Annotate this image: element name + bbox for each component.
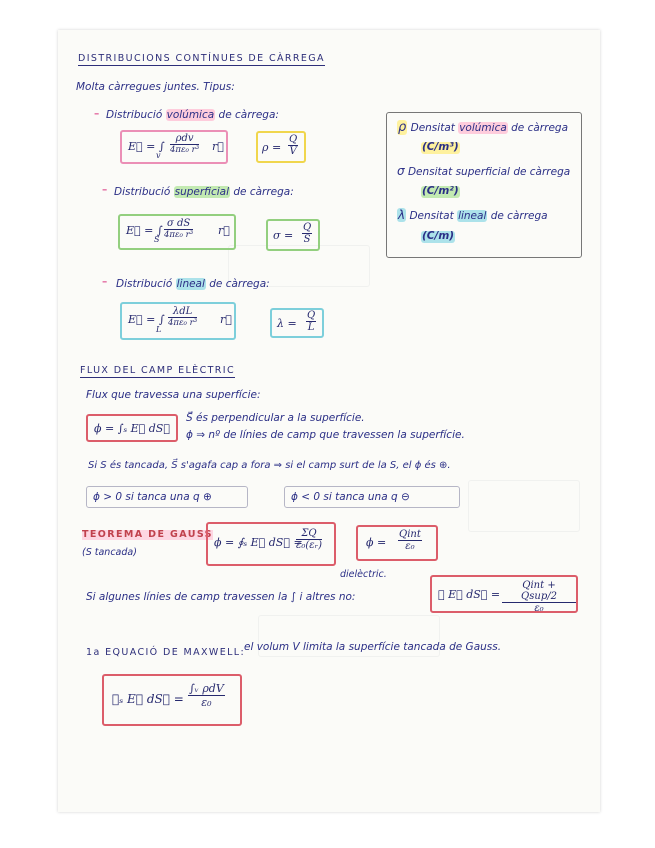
maxwell-text: el volum V limita la superfície tancada de Gauss. bbox=[244, 641, 502, 653]
volumic-field-formula: E⃗ = ∫ v ρdv 4πε₀ r³ r⃗ bbox=[120, 130, 228, 164]
bullet-dash: – bbox=[102, 276, 108, 288]
volumic-density-formula: ρ = $\frac{Q}{V}$ bbox=[256, 131, 306, 163]
superficial-highlight: superficial bbox=[174, 186, 230, 198]
gauss-formula-box: ϕ = ∮ₛ E⃗ dS⃗ = $\frac{\Sigma Q}{\text{ε₀(εᵣ)}}$ bbox=[206, 522, 336, 566]
flux-negative-box: ϕ < 0 si tanca una q ⊖ bbox=[284, 486, 460, 508]
gauss-qint-box: ϕ = Qint ε₀ bbox=[356, 525, 438, 561]
lineal-density-formula: λ = $\frac{Q}{L}$ bbox=[270, 308, 324, 338]
flux-note-lines: ϕ ⇒ nº de línies de camp que travessen la superfície. bbox=[186, 429, 465, 441]
gauss-partial-lines-text: Si algunes línies de camp travessen la ∫ i altres no: bbox=[86, 591, 356, 603]
page-title: DISTRIBUCIONS CONTÍNUES DE CÀRREGA bbox=[78, 54, 325, 66]
lineal-label: Distribució lineal de càrrega: bbox=[116, 278, 270, 290]
flux-closed-surface-text: Si S és tancada, S⃗ s'agafa cap a fora ⇒ si el camp surt de la S, el ϕ és ⊕. bbox=[88, 460, 451, 471]
intro-text: Molta càrregues juntes. Tipus: bbox=[76, 81, 235, 93]
legend-sigma-row: σ Densitat superficial de càrrega bbox=[397, 164, 571, 178]
superficial-field-formula: E⃗ = ∫ S $\frac{\text{σ dS}}{\text{4πε₀ r³}}$ r⃗ bbox=[118, 214, 236, 250]
flux-note-perpendicular: S⃗ és perpendicular a la superfície. bbox=[186, 412, 365, 424]
density-legend-box bbox=[386, 112, 582, 258]
superficial-label: Distribució superficial de càrrega: bbox=[114, 186, 294, 198]
bullet-dash: – bbox=[94, 108, 100, 120]
notebook-page bbox=[58, 30, 600, 812]
bleed-through-box bbox=[468, 480, 580, 532]
legend-lambda-row: λ Densitat lineal de càrrega bbox=[398, 208, 548, 222]
flux-heading: FLUX DEL CAMP ELÈCTRIC bbox=[80, 366, 235, 378]
legend-rho-unit: (C/m³) bbox=[422, 141, 459, 153]
maxwell-formula-box: ∮ₛ E⃗ dS⃗ = ∫ᵥ ρdV ε₀ bbox=[102, 674, 242, 726]
gauss-closed-note: (S tancada) bbox=[82, 547, 137, 558]
gauss-heading: TEOREMA DE GAUSS bbox=[82, 529, 213, 540]
dielectric-note: dielèctric. bbox=[340, 569, 387, 580]
bullet-dash: – bbox=[102, 184, 108, 196]
legend-rho-row: ρ Densitat volúmica de càrrega bbox=[398, 120, 569, 135]
legend-sigma-unit: (C/m²) bbox=[422, 185, 459, 197]
flux-positive-box: ϕ > 0 si tanca una q ⊕ bbox=[86, 486, 248, 508]
volumic-highlight: volúmica bbox=[166, 109, 215, 121]
volumic-label: Distribució volúmica de càrrega: bbox=[106, 109, 279, 121]
legend-lambda-unit: (C/m) bbox=[422, 230, 455, 242]
flux-formula-box: ϕ = ∫ₛ E⃗ dS⃗ bbox=[86, 414, 178, 442]
gauss-partial-formula-box: ∮ E⃗ dS⃗ = Qint + Qsup/2 ε₀ bbox=[430, 575, 578, 613]
maxwell-heading: 1a EQUACIÓ DE MAXWELL: bbox=[86, 647, 246, 658]
lineal-field-formula: E⃗ = ∫ L λdL 4πε₀ r³ r⃗ bbox=[120, 302, 236, 340]
superficial-density-formula: σ = $\frac{Q}{S}$ bbox=[266, 219, 320, 251]
lineal-highlight: lineal bbox=[176, 278, 205, 290]
flux-subheading: Flux que travessa una superfície: bbox=[86, 389, 261, 401]
